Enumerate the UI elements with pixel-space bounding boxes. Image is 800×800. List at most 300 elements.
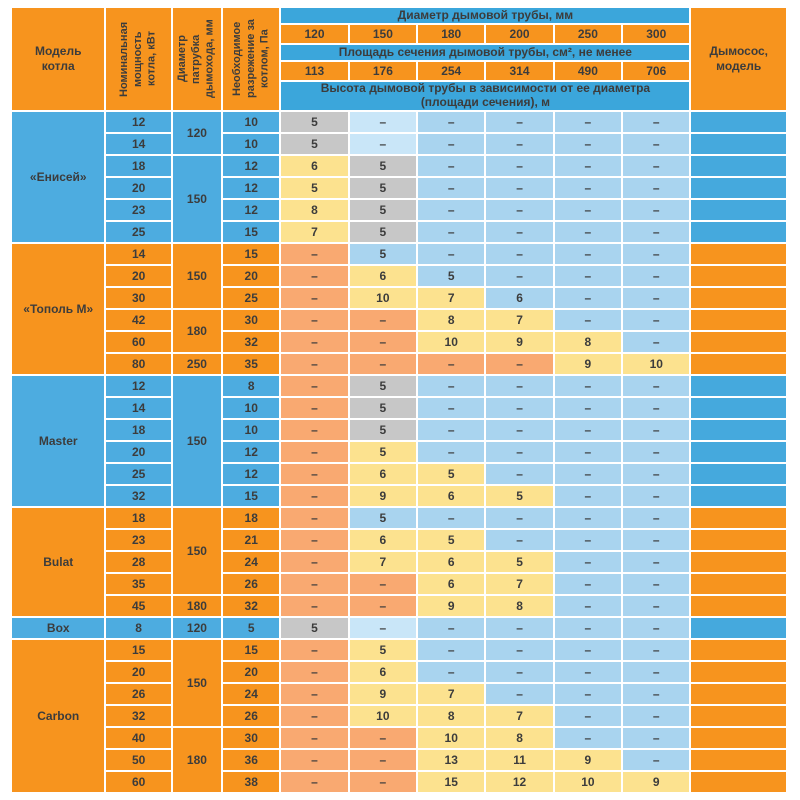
duct-diameter-cell: 250 [173, 354, 221, 374]
height-cell: – [486, 156, 552, 176]
height-cell: – [486, 354, 552, 374]
height-cell: – [555, 112, 621, 132]
height-cell: – [486, 662, 552, 682]
height-cell: 6 [486, 288, 552, 308]
model-cell: «Тополь М» [12, 244, 104, 374]
height-cell: – [555, 244, 621, 264]
height-cell: – [623, 596, 689, 616]
height-cell: – [555, 222, 621, 242]
vacuum-cell: 36 [223, 750, 279, 770]
fan-cell [691, 156, 786, 176]
diameter-value: 300 [623, 25, 689, 43]
vacuum-cell: 26 [223, 706, 279, 726]
height-cell: – [418, 640, 484, 660]
height-cell: 5 [350, 420, 416, 440]
height-cell: – [555, 420, 621, 440]
table-row [12, 464, 786, 484]
fan-cell [691, 706, 786, 726]
vacuum-cell: 30 [223, 310, 279, 330]
height-cell: – [350, 728, 416, 748]
duct-diameter-cell: 120 [173, 618, 221, 638]
height-cell: 9 [555, 354, 621, 374]
area-value: 314 [486, 62, 552, 80]
height-cell: – [623, 508, 689, 528]
height-cell: – [555, 178, 621, 198]
height-cell: 8 [486, 596, 552, 616]
table-row [12, 420, 786, 440]
height-cell: – [623, 178, 689, 198]
area-value: 490 [555, 62, 621, 80]
power-cell: 80 [106, 354, 170, 374]
power-cell: 8 [106, 618, 170, 638]
height-cell: 9 [350, 486, 416, 506]
table-row [12, 596, 786, 616]
chimney-height-table [10, 6, 788, 794]
height-cell: – [555, 310, 621, 330]
power-cell: 25 [106, 222, 170, 242]
power-cell: 60 [106, 772, 170, 792]
power-cell: 14 [106, 244, 170, 264]
height-cell: 5 [350, 222, 416, 242]
table-row [12, 442, 786, 462]
diameter-value: 150 [350, 25, 416, 43]
height-cell: – [350, 354, 416, 374]
height-cell: – [555, 134, 621, 154]
height-cell: 5 [350, 156, 416, 176]
height-cell: – [418, 134, 484, 154]
height-cell: – [555, 508, 621, 528]
area-value: 113 [281, 62, 347, 80]
table-row [12, 354, 786, 374]
vacuum-cell: 24 [223, 684, 279, 704]
vacuum-cell: 15 [223, 222, 279, 242]
header-band-height [281, 82, 689, 110]
height-cell: – [486, 244, 552, 264]
diameter-value: 180 [418, 25, 484, 43]
height-cell: – [623, 662, 689, 682]
height-cell: – [623, 288, 689, 308]
height-cell: – [623, 640, 689, 660]
height-cell: 8 [418, 310, 484, 330]
duct-diameter-cell: 180 [173, 728, 221, 792]
height-cell: – [623, 398, 689, 418]
height-cell: – [555, 486, 621, 506]
height-cell: – [350, 772, 416, 792]
height-cell: – [281, 552, 347, 572]
height-cell: 5 [486, 552, 552, 572]
power-cell: 25 [106, 464, 170, 484]
power-cell: 60 [106, 332, 170, 352]
height-cell: – [486, 530, 552, 550]
height-cell: – [486, 464, 552, 484]
height-cell: – [418, 200, 484, 220]
height-cell: – [555, 530, 621, 550]
power-cell: 45 [106, 596, 170, 616]
height-cell: – [623, 486, 689, 506]
table-row [12, 332, 786, 352]
duct-diameter-cell: 150 [173, 640, 221, 726]
header-duct-label: Диаметр патрубка дымохода, мм [176, 19, 216, 99]
height-cell: 6 [418, 552, 484, 572]
height-cell: 7 [281, 222, 347, 242]
table-row [12, 376, 786, 396]
height-cell: 7 [486, 310, 552, 330]
vacuum-cell: 32 [223, 332, 279, 352]
fan-cell [691, 508, 786, 528]
power-cell: 40 [106, 728, 170, 748]
duct-diameter-cell: 150 [173, 156, 221, 242]
table-row [12, 112, 786, 132]
height-cell: – [418, 662, 484, 682]
table-row [12, 156, 786, 176]
height-cell: – [281, 596, 347, 616]
fan-cell [691, 442, 786, 462]
table-row [12, 728, 786, 748]
height-cell: – [623, 728, 689, 748]
fan-cell [691, 288, 786, 308]
header-band-area: Площадь сечения дымовой трубы, см², не менее [281, 45, 689, 60]
power-cell: 20 [106, 178, 170, 198]
height-cell: – [623, 310, 689, 330]
height-cell: – [555, 200, 621, 220]
power-cell: 12 [106, 112, 170, 132]
header-model-column [12, 8, 104, 110]
height-cell: – [281, 508, 347, 528]
vacuum-cell: 15 [223, 486, 279, 506]
height-cell: – [281, 640, 347, 660]
fan-cell [691, 552, 786, 572]
height-cell: 7 [418, 684, 484, 704]
height-cell: 5 [418, 266, 484, 286]
height-cell: – [418, 420, 484, 440]
vacuum-cell: 18 [223, 508, 279, 528]
height-cell: – [350, 596, 416, 616]
height-cell: – [555, 552, 621, 572]
height-cell: – [486, 112, 552, 132]
height-cell: – [281, 354, 347, 374]
height-cell: – [486, 376, 552, 396]
fan-cell [691, 398, 786, 418]
height-cell: – [281, 750, 347, 770]
duct-diameter-cell: 150 [173, 376, 221, 506]
power-cell: 18 [106, 156, 170, 176]
fan-cell [691, 200, 786, 220]
height-cell: – [486, 442, 552, 462]
height-cell: – [418, 156, 484, 176]
height-cell: – [281, 464, 347, 484]
table-row [12, 244, 786, 264]
height-cell: – [555, 596, 621, 616]
vacuum-cell: 15 [223, 244, 279, 264]
duct-diameter-cell: 150 [173, 244, 221, 308]
height-cell: 9 [350, 684, 416, 704]
fan-cell [691, 662, 786, 682]
height-cell: – [623, 376, 689, 396]
height-cell: – [486, 178, 552, 198]
fan-cell [691, 640, 786, 660]
power-cell: 18 [106, 420, 170, 440]
power-cell: 30 [106, 288, 170, 308]
height-cell: 8 [555, 332, 621, 352]
height-cell: 8 [486, 728, 552, 748]
height-cell: – [350, 134, 416, 154]
height-cell: – [281, 684, 347, 704]
height-cell: – [350, 750, 416, 770]
height-cell: – [486, 222, 552, 242]
height-cell: – [623, 442, 689, 462]
height-cell: – [555, 156, 621, 176]
table-row [12, 640, 786, 660]
vacuum-cell: 8 [223, 376, 279, 396]
height-cell: – [555, 662, 621, 682]
duct-diameter-cell: 180 [173, 596, 221, 616]
height-cell: – [418, 442, 484, 462]
height-cell: 5 [350, 398, 416, 418]
height-cell: – [623, 464, 689, 484]
header-vacuum-label: Необходимое разрежение за котлом, Па [230, 19, 271, 99]
height-cell: 6 [350, 266, 416, 286]
height-cell: – [623, 332, 689, 352]
vacuum-cell: 20 [223, 662, 279, 682]
table-row [12, 684, 786, 704]
vacuum-cell: 24 [223, 552, 279, 572]
table-row [12, 266, 786, 286]
height-cell: – [418, 354, 484, 374]
height-cell: 5 [281, 134, 347, 154]
model-cell: Carbon [12, 640, 104, 792]
height-cell: – [623, 266, 689, 286]
fan-cell [691, 728, 786, 748]
fan-cell [691, 354, 786, 374]
table-row [12, 706, 786, 726]
height-cell: – [623, 618, 689, 638]
height-cell: – [555, 266, 621, 286]
vacuum-cell: 38 [223, 772, 279, 792]
height-cell: – [281, 244, 347, 264]
diameter-value: 250 [555, 25, 621, 43]
vacuum-cell: 10 [223, 420, 279, 440]
height-cell: – [418, 398, 484, 418]
area-value: 254 [418, 62, 484, 80]
table-row [12, 178, 786, 198]
height-cell: – [281, 442, 347, 462]
height-cell: – [486, 420, 552, 440]
height-cell: 5 [350, 508, 416, 528]
height-cell: 11 [486, 750, 552, 770]
height-cell: – [281, 772, 347, 792]
power-cell: 18 [106, 508, 170, 528]
height-cell: – [418, 112, 484, 132]
height-cell: – [623, 750, 689, 770]
header-power-label: Номинальная мощность котла, кВт [118, 21, 158, 97]
height-cell: 9 [418, 596, 484, 616]
height-cell: 5 [281, 112, 347, 132]
fan-cell [691, 112, 786, 132]
height-cell: 5 [350, 200, 416, 220]
height-cell: – [281, 706, 347, 726]
fan-cell [691, 244, 786, 264]
height-cell: – [281, 266, 347, 286]
height-cell: – [623, 112, 689, 132]
height-cell: – [623, 134, 689, 154]
power-cell: 20 [106, 266, 170, 286]
height-cell: – [350, 332, 416, 352]
vacuum-cell: 12 [223, 200, 279, 220]
vacuum-cell: 35 [223, 354, 279, 374]
table-row [12, 618, 786, 638]
height-cell: – [555, 442, 621, 462]
header-band-diameter: Диаметр дымовой трубы, мм [281, 8, 689, 23]
vacuum-cell: 25 [223, 288, 279, 308]
fan-cell [691, 530, 786, 550]
height-cell: – [623, 156, 689, 176]
height-cell: – [418, 508, 484, 528]
area-value: 176 [350, 62, 416, 80]
model-cell: «Енисей» [12, 112, 104, 242]
fan-cell [691, 222, 786, 242]
vacuum-cell: 15 [223, 640, 279, 660]
vacuum-cell: 20 [223, 266, 279, 286]
fan-cell [691, 596, 786, 616]
height-cell: – [555, 398, 621, 418]
vacuum-cell: 12 [223, 464, 279, 484]
diameter-value: 200 [486, 25, 552, 43]
fan-cell [691, 618, 786, 638]
fan-cell [691, 310, 786, 330]
height-cell: 13 [418, 750, 484, 770]
duct-diameter-cell: 180 [173, 310, 221, 352]
power-cell: 15 [106, 640, 170, 660]
height-cell: 10 [623, 354, 689, 374]
table-row [12, 530, 786, 550]
height-cell: – [623, 530, 689, 550]
fan-cell [691, 420, 786, 440]
height-cell: – [350, 618, 416, 638]
power-cell: 23 [106, 200, 170, 220]
height-cell: – [281, 288, 347, 308]
height-cell: – [281, 310, 347, 330]
height-cell: – [281, 398, 347, 418]
height-cell: – [486, 640, 552, 660]
height-cell: 7 [486, 706, 552, 726]
height-cell: 12 [486, 772, 552, 792]
fan-cell [691, 684, 786, 704]
vacuum-cell: 32 [223, 596, 279, 616]
height-cell: – [418, 376, 484, 396]
power-cell: 50 [106, 750, 170, 770]
table-row [12, 398, 786, 418]
vacuum-cell: 26 [223, 574, 279, 594]
model-cell: Box [12, 618, 104, 638]
fan-cell [691, 486, 786, 506]
height-cell: – [555, 706, 621, 726]
height-cell: – [350, 310, 416, 330]
fan-cell [691, 376, 786, 396]
height-cell: 9 [486, 332, 552, 352]
table-row [12, 222, 786, 242]
power-cell: 23 [106, 530, 170, 550]
height-cell: 5 [486, 486, 552, 506]
height-cell: – [281, 332, 347, 352]
power-cell: 20 [106, 442, 170, 462]
fan-cell [691, 772, 786, 792]
height-cell: – [555, 640, 621, 660]
height-cell: 10 [350, 288, 416, 308]
table-row [12, 508, 786, 528]
fan-cell [691, 332, 786, 352]
power-cell: 14 [106, 398, 170, 418]
height-cell: – [418, 178, 484, 198]
height-cell: – [486, 398, 552, 418]
table-row [12, 134, 786, 154]
table-row [12, 200, 786, 220]
height-cell: – [486, 684, 552, 704]
header-vacuum-column [223, 8, 279, 110]
height-cell: – [486, 134, 552, 154]
vacuum-cell: 5 [223, 618, 279, 638]
table-row [12, 310, 786, 330]
header-model-label: Модель котла [35, 44, 82, 73]
height-cell: – [486, 266, 552, 286]
fan-cell [691, 464, 786, 484]
header-fan-column: Дымосос, модель [691, 8, 786, 110]
height-cell: 10 [350, 706, 416, 726]
height-cell: 6 [281, 156, 347, 176]
table-row [12, 772, 786, 792]
height-cell: – [281, 530, 347, 550]
header-power-column [106, 8, 170, 110]
power-cell: 12 [106, 376, 170, 396]
height-cell: 5 [281, 618, 347, 638]
height-cell: 7 [486, 574, 552, 594]
vacuum-cell: 21 [223, 530, 279, 550]
height-cell: 6 [418, 486, 484, 506]
table-row [12, 552, 786, 572]
vacuum-cell: 12 [223, 178, 279, 198]
fan-cell [691, 134, 786, 154]
height-cell: 10 [418, 332, 484, 352]
height-cell: – [623, 244, 689, 264]
height-cell: 15 [418, 772, 484, 792]
height-cell: 5 [350, 244, 416, 264]
height-cell: 5 [350, 178, 416, 198]
model-cell: Master [12, 376, 104, 506]
height-cell: 5 [350, 376, 416, 396]
height-cell: – [281, 574, 347, 594]
height-cell: – [486, 618, 552, 638]
fan-cell [691, 574, 786, 594]
height-cell: – [555, 288, 621, 308]
height-cell: – [555, 464, 621, 484]
duct-diameter-cell: 120 [173, 112, 221, 154]
table-row [12, 662, 786, 682]
height-cell: 6 [350, 530, 416, 550]
vacuum-cell: 30 [223, 728, 279, 748]
power-cell: 14 [106, 134, 170, 154]
table-row [12, 574, 786, 594]
power-cell: 32 [106, 486, 170, 506]
power-cell: 32 [106, 706, 170, 726]
height-cell: – [623, 552, 689, 572]
height-cell: 9 [555, 750, 621, 770]
table-row [12, 486, 786, 506]
height-cell: 6 [350, 662, 416, 682]
header-band-height-line1: Высота дымовой трубы в зависимости от ее диаметра [320, 82, 651, 95]
fan-cell [691, 178, 786, 198]
height-cell: – [486, 200, 552, 220]
height-cell: 7 [418, 288, 484, 308]
height-cell: – [281, 376, 347, 396]
